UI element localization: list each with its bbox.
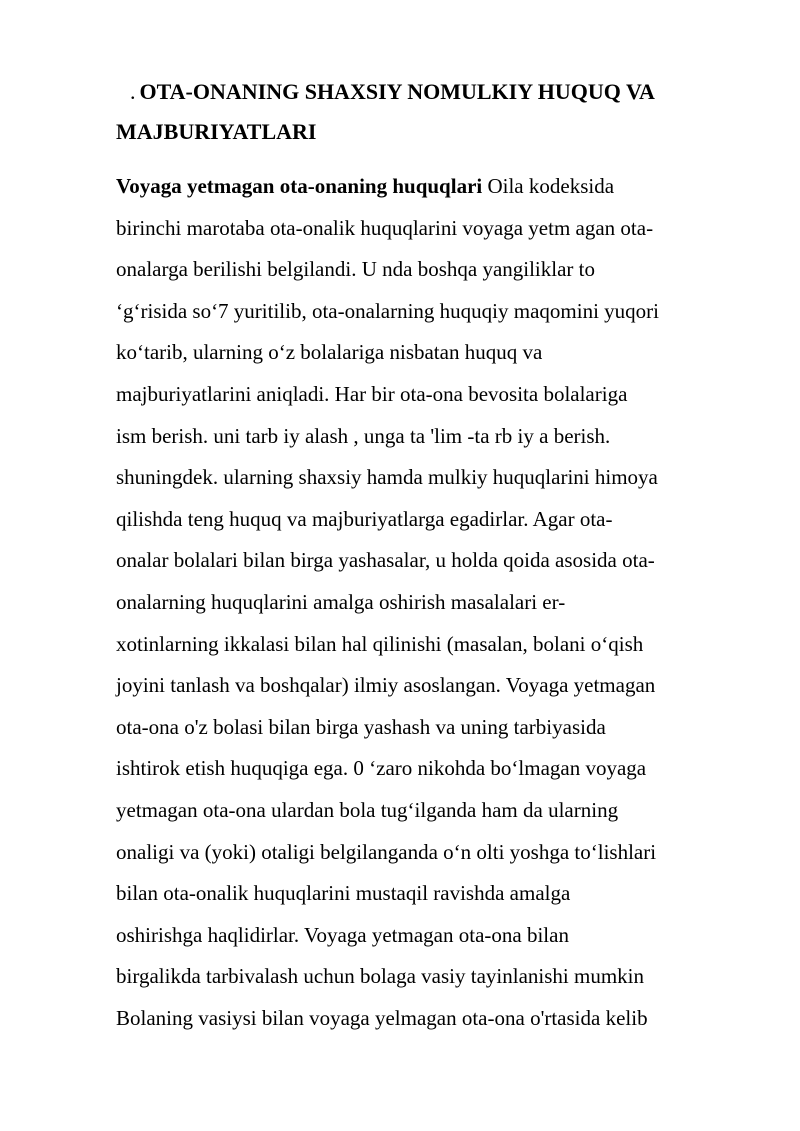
- paragraph-line: ko‘tarib, ularning o‘z bolalariga nisbatan huquq va: [116, 340, 543, 365]
- paragraph-line: ishtirok etish huquqiga ega. 0 ‘zaro nikohda bo‘lmagan voyaga: [116, 756, 647, 781]
- paragraph-line: joyini tanlash va boshqalar) ilmiy asoslangan. Voyaga yetmagan: [116, 673, 656, 698]
- paragraph-line: [116, 166, 756, 208]
- paragraph-line: birinchi marotaba ota-onalik huquqlarini voyaga yetm agan ota-: [116, 215, 654, 240]
- paragraph-line: Bolaning vasiysi bilan voyaga yelmagan ota-ona o'rtasida kelib: [116, 1005, 648, 1030]
- body-paragraph: [116, 166, 756, 1039]
- paragraph-line: yetmagan ota-ona ulardan bola tug‘ilganda ham da ularning: [116, 797, 619, 822]
- paragraph-line: onalarning huquqlarini amalga oshirish masalalari er-: [116, 589, 566, 614]
- paragraph-line: ‘g‘risida so‘7 yuritilib, ota-onalarning huquqiy maqomini yuqori: [116, 298, 659, 323]
- paragraph-line: birgalikda tarbivalash uchun bolaga vasiy tayinlanishi mumkin: [116, 964, 645, 989]
- heading-line-1: OTA-ONANING SHAXSIY NOMULKIY HUQUQ VA: [139, 79, 655, 104]
- paragraph-line: onaligi va (yoki) otaligi belgilanganda o‘n olti yoshga to‘lishlari: [116, 839, 657, 864]
- paragraph-line: onalarga berilishi belgilandi. U nda boshqa yangiliklar to: [116, 257, 596, 282]
- paragraph-line: majburiyatlarini aniqladi. Har bir ota-ona bevosita bolalariga: [116, 381, 628, 406]
- paragraph-line: ota-ona o'z bolasi bilan birga yashash va uning tarbiyasida: [116, 714, 606, 739]
- paragraph-line: oshirishga haqlidirlar. Voyaga yetmagan ota-ona bilan: [116, 922, 569, 947]
- section-heading: [116, 72, 756, 152]
- paragraph-line: onalar bolalari bilan birga yashasalar, u holda qoida asosida ota-: [116, 548, 655, 573]
- paragraph-line: qilishda teng huquq va majburiyatlarga egadirlar. Agar ota-: [116, 506, 613, 531]
- paragraph-line: ism berish. uni tarb iy alash , unga ta 'lim -ta rb iy a berish.: [116, 423, 611, 448]
- paragraph-line: xotinlarning ikkalasi bilan hal qilinishi (masalan, bolani o‘qish: [116, 631, 644, 656]
- paragraph-line: bilan ota-onalik huquqlarini mustaqil ravishda amalga: [116, 881, 571, 906]
- heading-line-2: MAJBURIYATLARI: [116, 119, 317, 144]
- paragraph-first-line-rest: Oila kodeksida: [482, 174, 615, 198]
- paragraph-lead: Voyaga yetmagan ota-onaning huquqlari: [116, 174, 483, 198]
- heading-marker: .: [130, 79, 136, 104]
- paragraph-line: shuningdek. ularning shaxsiy hamda mulkiy huquqlarini himoya: [116, 465, 658, 490]
